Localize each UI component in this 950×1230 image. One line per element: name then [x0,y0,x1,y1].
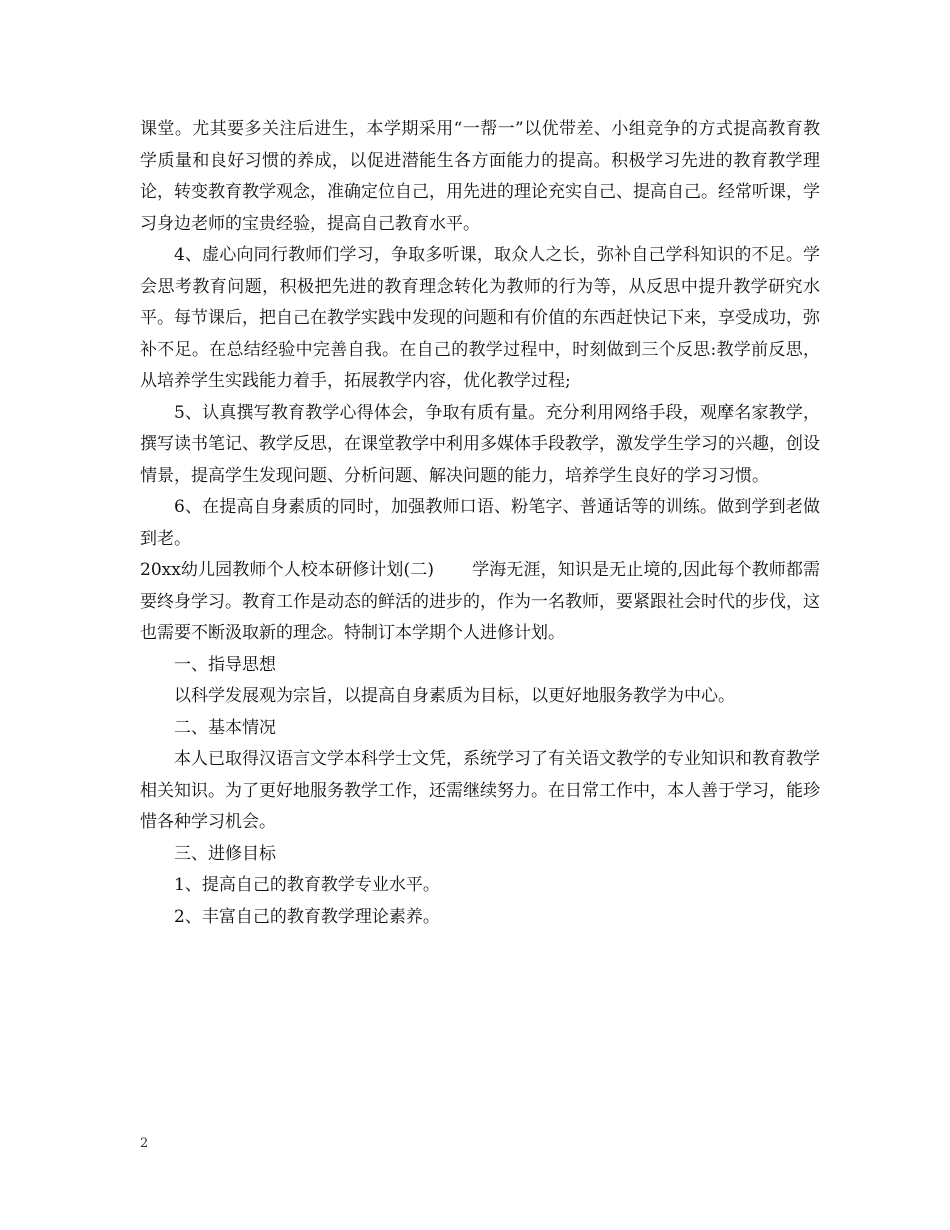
paragraph-item-6: 6、在提高自身素质的同时，加强教师口语、粉笔字、普通话等的训练。做到学到老做到老。 [140,497,820,549]
paragraph-continuation: 课堂。尤其要多关注后进生，本学期采用“一帮一”以优带差、小组竞争的方式提高教育教学质量和良好习惯的养成，以促进潜能生各方面能力的提高。积极学习先进的教育教学理论，转变教育教学观念，准确定位自己，用先进的理论充实自己、提高自己。经常听课，学习身边老师的宝贵经验，提高自己教育水平。 [140,119,820,234]
intro-text: 学海无涯，知识是无止境的,因此每个教师都需要终身学习。教育工作是动态的鲜活的进步的，作为一名教师，要紧跟社会时代的步伐，这也需要不断汲取新的理念。特制订本学期个人进修计划。 [140,560,820,643]
page-number: 2 [140,1136,149,1151]
paragraph-item-5: 5、认真撰写教育教学心得体会，争取有质有量。充分利用网络手段，观摩名家教学，撰写读书笔记、教学反思，在课堂教学中利用多媒体手段教学，激发学生学习的兴趣，创设情景，提高学生发现问题、分析问题、解决问题的能力，培养学生良好的学习习惯。 [140,402,820,486]
goal-item-1: 1、提高自己的教育教学专业水平。 [174,875,440,895]
document-subtitle: 20xx幼儿园教师个人校本研修计划(二) [140,560,435,580]
heading-study-goals: 三、进修目标 [174,843,276,864]
goal-item-2: 2、丰富自己的教育教学理论素养。 [174,906,440,927]
section-intro-paragraph [140,555,820,650]
heading-guiding-thought: 一、指导思想 [174,654,276,675]
paragraph-basic-situation: 本人已取得汉语言文学本科学士文凭，系统学习了有关语文教学的专业知识和教育教学相关知识。为了更好地服务教学工作，还需继续努力。在日常工作中，本人善于学习，能珍惜各种学习机会。 [140,749,820,832]
body-text [140,114,820,933]
heading-basic-situation: 二、基本情况 [174,717,276,738]
paragraph-item-4: 4、虚心向同行教师们学习，争取多听课，取众人之长，弥补自己学科知识的不足。学会思考教育问题，积极把先进的教育理念转化为教师的行为等，从反思中提升教学研究水平。每节课后，把自己在教学实践中发现的问题和有价值的东西赶快记下来，享受成功，弥补不足。在总结经验中完善自我。在自己的教学过程中，时刻做到三个反思:教学前反思，从培养学生实践能力着手，拓展教学内容，优化教学过程; [140,245,820,391]
paragraph-guiding-thought: 以科学发展观为宗旨，以提高自身素质为目标，以更好地服务教学为中心。 [174,686,735,706]
